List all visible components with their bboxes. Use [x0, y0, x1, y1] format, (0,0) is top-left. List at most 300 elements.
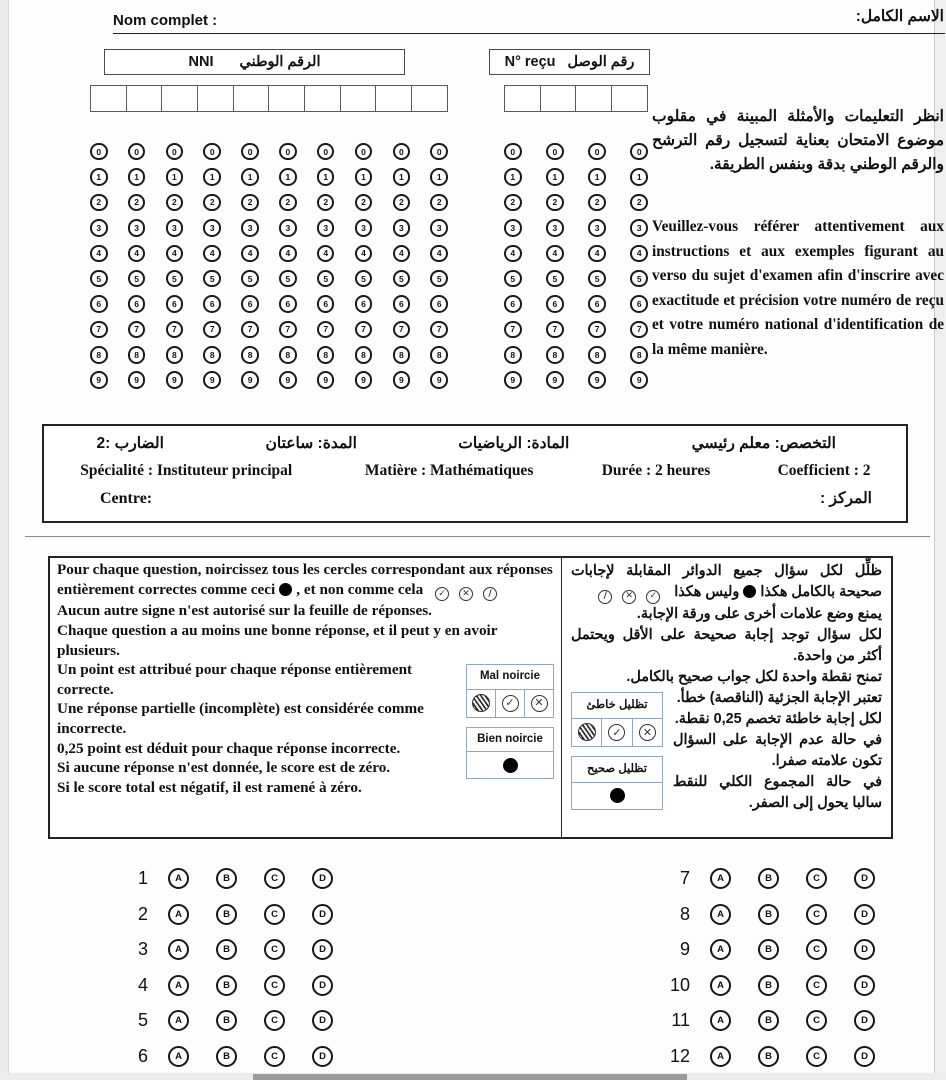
digit-row-3 — [90, 215, 448, 240]
digit-bubble-9[interactable]: 9 — [166, 371, 184, 389]
digit-row-7 — [504, 317, 648, 342]
answer-bubble-A[interactable]: A — [710, 975, 731, 996]
digit-bubble-8[interactable]: 8 — [546, 346, 564, 364]
digit-bubble-2[interactable]: 2 — [128, 194, 146, 212]
digit-bubble-1[interactable]: 1 — [393, 168, 411, 186]
answer-bubble-A[interactable]: A — [168, 939, 189, 960]
question-number: 6 — [137, 1045, 148, 1066]
digit-bubble-0[interactable]: 0 — [355, 143, 373, 161]
digit-bubble-9[interactable]: 9 — [128, 371, 146, 389]
x-circle-icon: ✕ — [622, 590, 636, 604]
side-note-fr: Veuillez-vous référer attentivement aux instructions et aux exemples figurant au verso du sujet d'examen afin d'inscrire avec exactitude et précision votre numéro de reçu et votre numéro national d'identification de la même manière. — [652, 218, 944, 358]
digit-bubble-2[interactable]: 2 — [588, 194, 606, 212]
answer-bubble-C[interactable]: C — [264, 975, 285, 996]
digit-row-8 — [504, 342, 648, 367]
digit-bubble-4[interactable]: 4 — [241, 245, 259, 263]
ar-intro-text-2: وليس هكذا — [674, 584, 740, 600]
digit-bubble-0[interactable]: 0 — [588, 143, 606, 161]
answer-bubble-A[interactable]: A — [710, 1046, 731, 1067]
digit-bubble-2[interactable]: 2 — [504, 194, 522, 212]
wrong-shading-label: تظليل خاطئ — [572, 693, 662, 719]
digit-row-6 — [504, 291, 648, 316]
digit-bubble-8[interactable]: 8 — [203, 346, 221, 364]
nni-label-latin: NNI — [188, 54, 214, 70]
ar-intro-text-1: ظلِّل لكل سؤال جميع الدوائر المقابلة لإجابات صحيحة بالكامل هكذا — [571, 563, 882, 600]
info-row-french — [44, 462, 906, 480]
digit-bubble-4[interactable]: 4 — [128, 245, 146, 263]
question-number: 5 — [137, 1010, 148, 1031]
scan-edge-bottom-dark — [253, 1074, 687, 1080]
digit-bubble-2[interactable]: 2 — [166, 194, 184, 212]
answer-bubble-A[interactable]: A — [168, 1046, 189, 1067]
digit-bubble-3[interactable]: 3 — [393, 219, 411, 237]
fr-line: Aucun autre signe n'est autorisé sur la feuille de réponses. — [57, 602, 432, 620]
digit-bubble-7[interactable]: 7 — [504, 321, 522, 339]
question-row-6 — [118, 1039, 360, 1075]
digit-bubble-6[interactable]: 6 — [430, 295, 448, 313]
full-name-label-ar: الاسم الكامل: — [855, 8, 944, 25]
digit-bubble-4[interactable]: 4 — [355, 245, 373, 263]
question-row-9 — [648, 932, 902, 968]
bien-noircie-box — [466, 727, 554, 780]
digit-bubble-5[interactable]: 5 — [430, 270, 448, 288]
digit-bubble-0[interactable]: 0 — [279, 143, 297, 161]
digit-bubble-3[interactable]: 3 — [504, 219, 522, 237]
digit-bubble-5[interactable]: 5 — [279, 270, 297, 288]
question-number: 4 — [137, 974, 148, 995]
speciality-fr: Spécialité : Instituteur principal — [80, 462, 293, 479]
digit-bubble-8[interactable]: 8 — [588, 346, 606, 364]
hatched-circle-icon — [467, 690, 496, 717]
digit-bubble-0[interactable]: 0 — [128, 143, 146, 161]
x-circle-icon: ✕ — [525, 690, 553, 717]
digit-write-box[interactable] — [161, 85, 198, 112]
digit-bubble-2[interactable]: 2 — [90, 194, 108, 212]
answer-bubble-B[interactable]: B — [758, 1010, 779, 1031]
digit-bubble-6[interactable]: 6 — [166, 295, 184, 313]
digit-bubble-4[interactable]: 4 — [317, 245, 335, 263]
fr-intro-text-1: Pour chaque question, noircissez tous les cercles correspondant aux réponses entièrement correctes comme ceci — [57, 561, 553, 598]
digit-bubble-3[interactable]: 3 — [588, 219, 606, 237]
correct-shading-label: تظليل صحيح — [572, 757, 662, 783]
question-number: 8 — [679, 903, 690, 924]
digit-bubble-1[interactable]: 1 — [317, 168, 335, 186]
question-number: 1 — [137, 868, 148, 889]
digit-bubble-5[interactable]: 5 — [90, 270, 108, 288]
answer-bubble-B[interactable]: B — [758, 1046, 779, 1067]
digit-row-1 — [504, 164, 648, 189]
digit-bubble-6[interactable]: 6 — [317, 295, 335, 313]
question-number: 9 — [679, 939, 690, 960]
digit-bubble-3[interactable]: 3 — [90, 219, 108, 237]
digit-write-box[interactable] — [340, 85, 377, 112]
digit-bubble-6[interactable]: 6 — [393, 295, 411, 313]
digit-bubble-1[interactable]: 1 — [166, 168, 184, 186]
digit-bubble-7[interactable]: 7 — [279, 321, 297, 339]
digit-bubble-1[interactable]: 1 — [241, 168, 259, 186]
answer-bubble-B[interactable]: B — [216, 939, 237, 960]
digit-bubble-5[interactable]: 5 — [393, 270, 411, 288]
digit-bubble-1[interactable]: 1 — [279, 168, 297, 186]
bien-noircie-label: Bien noircie — [467, 728, 553, 753]
hatched-circle-icon — [572, 719, 602, 746]
answer-bubble-D[interactable]: D — [312, 975, 333, 996]
answer-bubble-C[interactable]: C — [264, 904, 285, 925]
receipt-title-box — [489, 49, 650, 75]
digit-bubble-7[interactable]: 7 — [393, 321, 411, 339]
digit-row-2 — [504, 190, 648, 215]
scan-edge-left — [0, 0, 9, 1080]
digit-bubble-1[interactable]: 1 — [355, 168, 373, 186]
digit-bubble-7[interactable]: 7 — [241, 321, 259, 339]
answer-bubble-C[interactable]: C — [264, 1010, 285, 1031]
digit-row-1 — [90, 164, 448, 189]
digit-bubble-0[interactable]: 0 — [504, 143, 522, 161]
instructions-french — [50, 558, 562, 837]
digit-row-7 — [90, 317, 448, 342]
instructions-arabic — [562, 558, 891, 837]
receipt-label-ar: رقم الوصل — [567, 54, 635, 70]
digit-bubble-9[interactable]: 9 — [317, 371, 335, 389]
digit-bubble-8[interactable]: 8 — [393, 346, 411, 364]
digit-bubble-4[interactable]: 4 — [203, 245, 221, 263]
digit-bubble-2[interactable]: 2 — [317, 194, 335, 212]
digit-bubble-3[interactable]: 3 — [630, 219, 648, 237]
fr-line: 0,25 point est déduit pour chaque réponse incorrecte. — [57, 739, 401, 757]
answer-bubble-C[interactable]: C — [806, 1010, 827, 1031]
answer-bubble-A[interactable]: A — [710, 868, 731, 889]
ar-line: لكل إجابة خاطئة تخصم 0,25 نقطة. — [674, 710, 882, 727]
digit-bubble-7[interactable]: 7 — [203, 321, 221, 339]
ar-line: في حالة عدم الإجابة على السؤال تكون علامته صفرا. — [673, 731, 882, 769]
answer-bubble-A[interactable]: A — [710, 939, 731, 960]
digit-bubble-2[interactable]: 2 — [430, 194, 448, 212]
digit-bubble-9[interactable]: 9 — [203, 371, 221, 389]
digit-bubble-2[interactable]: 2 — [546, 194, 564, 212]
digit-row-3 — [504, 215, 648, 240]
check-circle-icon: ✓ — [435, 587, 449, 601]
ar-intro — [571, 561, 882, 604]
digit-bubble-1[interactable]: 1 — [90, 168, 108, 186]
answer-bubble-C[interactable]: C — [264, 939, 285, 960]
digit-row-5 — [90, 266, 448, 291]
digit-bubble-9[interactable]: 9 — [355, 371, 373, 389]
answer-bubble-D[interactable]: D — [312, 868, 333, 889]
answer-bubble-A[interactable]: A — [710, 904, 731, 925]
question-row-8 — [648, 897, 902, 933]
digit-bubble-7[interactable]: 7 — [166, 321, 184, 339]
filled-circle-icon — [743, 585, 756, 598]
digit-bubble-0[interactable]: 0 — [430, 143, 448, 161]
question-row-1 — [118, 861, 360, 897]
digit-bubble-5[interactable]: 5 — [355, 270, 373, 288]
digit-bubble-9[interactable]: 9 — [279, 371, 297, 389]
x-circle-icon: ✕ — [459, 587, 473, 601]
instructions-box — [48, 556, 893, 839]
digit-bubble-9[interactable]: 9 — [546, 371, 564, 389]
digit-bubble-6[interactable]: 6 — [241, 295, 259, 313]
nni-label-ar: الرقم الوطني — [239, 54, 321, 70]
digit-bubble-2[interactable]: 2 — [279, 194, 297, 212]
digit-bubble-7[interactable]: 7 — [546, 321, 564, 339]
ar-line: تمنح نقطة واحدة لكل جواب صحيح بالكامل. — [626, 668, 882, 685]
digit-bubble-4[interactable]: 4 — [90, 245, 108, 263]
digit-bubble-4[interactable]: 4 — [588, 245, 606, 263]
digit-bubble-3[interactable]: 3 — [355, 219, 373, 237]
digit-bubble-9[interactable]: 9 — [90, 371, 108, 389]
digit-bubble-2[interactable]: 2 — [241, 194, 259, 212]
digit-write-box[interactable] — [90, 85, 127, 112]
digit-bubble-1[interactable]: 1 — [430, 168, 448, 186]
digit-bubble-1[interactable]: 1 — [203, 168, 221, 186]
digit-bubble-3[interactable]: 3 — [203, 219, 221, 237]
mal-noircie-box — [466, 664, 554, 718]
digit-bubble-2[interactable]: 2 — [630, 194, 648, 212]
exam-info-table — [42, 424, 908, 523]
answers-right-block — [648, 861, 902, 1074]
digit-bubble-0[interactable]: 0 — [166, 143, 184, 161]
digit-bubble-1[interactable]: 1 — [588, 168, 606, 186]
digit-bubble-6[interactable]: 6 — [630, 295, 648, 313]
answer-bubble-C[interactable]: C — [806, 868, 827, 889]
filled-circle-icon — [467, 752, 553, 778]
digit-bubble-1[interactable]: 1 — [630, 168, 648, 186]
digit-bubble-2[interactable]: 2 — [393, 194, 411, 212]
digit-bubble-6[interactable]: 6 — [504, 295, 522, 313]
answer-bubble-D[interactable]: D — [854, 939, 875, 960]
digit-write-box[interactable] — [233, 85, 270, 112]
digit-write-box[interactable] — [304, 85, 341, 112]
answer-bubble-D[interactable]: D — [312, 1046, 333, 1067]
digit-bubble-7[interactable]: 7 — [588, 321, 606, 339]
answer-bubble-C[interactable]: C — [806, 1046, 827, 1067]
digit-bubble-7[interactable]: 7 — [128, 321, 146, 339]
answer-bubble-A[interactable]: A — [710, 1010, 731, 1031]
digit-bubble-5[interactable]: 5 — [317, 270, 335, 288]
wrong-shading-box — [571, 692, 663, 747]
shading-examples-fr — [466, 664, 554, 788]
question-row-5 — [118, 1003, 360, 1039]
coefficient-ar: الضارب :2 — [96, 435, 164, 452]
digit-bubble-7[interactable]: 7 — [355, 321, 373, 339]
nni-title-box — [104, 49, 405, 75]
answer-bubble-D[interactable]: D — [854, 868, 875, 889]
digit-bubble-9[interactable]: 9 — [393, 371, 411, 389]
digit-bubble-8[interactable]: 8 — [355, 346, 373, 364]
digit-bubble-5[interactable]: 5 — [504, 270, 522, 288]
digit-bubble-5[interactable]: 5 — [128, 270, 146, 288]
answer-bubble-C[interactable]: C — [264, 868, 285, 889]
fr-line: Chaque question a au moins une bonne réponse, et il peut y en avoir plusieurs. — [57, 621, 498, 659]
answer-bubble-D[interactable]: D — [312, 939, 333, 960]
digit-bubble-9[interactable]: 9 — [241, 371, 259, 389]
digit-bubble-8[interactable]: 8 — [317, 346, 335, 364]
answer-bubble-C[interactable]: C — [806, 939, 827, 960]
digit-bubble-8[interactable]: 8 — [90, 346, 108, 364]
digit-bubble-4[interactable]: 4 — [166, 245, 184, 263]
digit-bubble-3[interactable]: 3 — [128, 219, 146, 237]
digit-bubble-1[interactable]: 1 — [128, 168, 146, 186]
digit-bubble-0[interactable]: 0 — [90, 143, 108, 161]
digit-bubble-7[interactable]: 7 — [430, 321, 448, 339]
digit-bubble-6[interactable]: 6 — [588, 295, 606, 313]
digit-write-box[interactable] — [575, 85, 612, 112]
digit-bubble-7[interactable]: 7 — [630, 321, 648, 339]
digit-row-4 — [90, 241, 448, 266]
mal-noircie-label: Mal noircie — [467, 665, 553, 690]
digit-bubble-0[interactable]: 0 — [546, 143, 564, 161]
digit-bubble-8[interactable]: 8 — [430, 346, 448, 364]
answer-bubble-B[interactable]: B — [216, 904, 237, 925]
fr-line: Si le score total est négatif, il est ramené à zéro. — [57, 778, 362, 796]
question-row-3 — [118, 932, 360, 968]
digit-row-5 — [504, 266, 648, 291]
duration-ar: المدة: ساعتان — [265, 435, 357, 452]
answer-bubble-B[interactable]: B — [758, 939, 779, 960]
digit-bubble-5[interactable]: 5 — [203, 270, 221, 288]
digit-bubble-4[interactable]: 4 — [630, 245, 648, 263]
digit-bubble-2[interactable]: 2 — [355, 194, 373, 212]
answer-bubble-D[interactable]: D — [854, 904, 875, 925]
answer-bubble-C[interactable]: C — [264, 1046, 285, 1067]
nni-bubble-grid — [90, 139, 448, 393]
fr-intro-text-2: , et non comme cela — [296, 580, 424, 598]
digit-bubble-8[interactable]: 8 — [630, 346, 648, 364]
digit-bubble-1[interactable]: 1 — [546, 168, 564, 186]
answer-bubble-D[interactable]: D — [854, 1046, 875, 1067]
answer-bubble-B[interactable]: B — [216, 868, 237, 889]
answers-left-block — [118, 861, 360, 1074]
digit-bubble-6[interactable]: 6 — [128, 295, 146, 313]
digit-bubble-9[interactable]: 9 — [588, 371, 606, 389]
question-row-7 — [648, 861, 902, 897]
digit-bubble-4[interactable]: 4 — [546, 245, 564, 263]
digit-write-box[interactable] — [126, 85, 163, 112]
question-number: 12 — [669, 1045, 690, 1066]
digit-bubble-9[interactable]: 9 — [430, 371, 448, 389]
digit-bubble-0[interactable]: 0 — [317, 143, 335, 161]
digit-bubble-0[interactable]: 0 — [241, 143, 259, 161]
digit-bubble-6[interactable]: 6 — [546, 295, 564, 313]
digit-bubble-1[interactable]: 1 — [504, 168, 522, 186]
fr-line: Une réponse partielle (incomplète) est considérée comme incorrecte. — [57, 700, 424, 737]
answer-bubble-C[interactable]: C — [806, 975, 827, 996]
answer-bubble-B[interactable]: B — [758, 868, 779, 889]
answer-bubble-C[interactable]: C — [806, 904, 827, 925]
digit-bubble-3[interactable]: 3 — [317, 219, 335, 237]
digit-write-box[interactable] — [197, 85, 234, 112]
ar-line: لكل سؤال توجد إجابة صحيحة على الأقل ويحتمل أكثر من واحدة. — [571, 626, 882, 664]
check-circle-icon: ✓ — [602, 719, 632, 746]
digit-bubble-5[interactable]: 5 — [241, 270, 259, 288]
digit-write-box[interactable] — [411, 85, 448, 112]
digit-bubble-3[interactable]: 3 — [279, 219, 297, 237]
digit-bubble-3[interactable]: 3 — [430, 219, 448, 237]
digit-bubble-5[interactable]: 5 — [630, 270, 648, 288]
answer-bubble-B[interactable]: B — [216, 975, 237, 996]
digit-bubble-3[interactable]: 3 — [241, 219, 259, 237]
digit-row-4 — [504, 241, 648, 266]
answer-bubble-A[interactable]: A — [168, 1010, 189, 1031]
digit-bubble-6[interactable]: 6 — [279, 295, 297, 313]
check-circle-icon: ✓ — [646, 590, 660, 604]
digit-bubble-2[interactable]: 2 — [203, 194, 221, 212]
digit-bubble-6[interactable]: 6 — [355, 295, 373, 313]
answer-bubble-A[interactable]: A — [168, 868, 189, 889]
digit-write-box[interactable] — [540, 85, 577, 112]
digit-bubble-0[interactable]: 0 — [630, 143, 648, 161]
digit-bubble-5[interactable]: 5 — [166, 270, 184, 288]
fr-line: Si aucune réponse n'est donnée, le score est de zéro. — [57, 759, 391, 777]
digit-bubble-7[interactable]: 7 — [90, 321, 108, 339]
answer-bubble-B[interactable]: B — [216, 1010, 237, 1031]
answer-bubble-D[interactable]: D — [854, 1010, 875, 1031]
digit-bubble-4[interactable]: 4 — [279, 245, 297, 263]
fr-line: Un point est attribué pour chaque réponse entièrement correcte. — [57, 661, 413, 698]
digit-bubble-8[interactable]: 8 — [166, 346, 184, 364]
answer-bubble-D[interactable]: D — [854, 975, 875, 996]
receipt-digit-boxes — [504, 85, 648, 112]
ar-line: في حالة المجموع الكلي للنقط سالبا يحول إلى الصفر. — [673, 773, 882, 811]
info-row-arabic — [44, 434, 906, 453]
digit-bubble-4[interactable]: 4 — [504, 245, 522, 263]
digit-bubble-4[interactable]: 4 — [430, 245, 448, 263]
answer-bubble-B[interactable]: B — [758, 975, 779, 996]
digit-bubble-9[interactable]: 9 — [630, 371, 648, 389]
digit-bubble-3[interactable]: 3 — [546, 219, 564, 237]
full-name-field-line[interactable] — [113, 33, 945, 34]
digit-bubble-6[interactable]: 6 — [90, 295, 108, 313]
digit-row-6 — [90, 291, 448, 316]
question-number: 7 — [679, 868, 690, 889]
digit-bubble-8[interactable]: 8 — [241, 346, 259, 364]
digit-bubble-4[interactable]: 4 — [393, 245, 411, 263]
digit-write-box[interactable] — [611, 85, 648, 112]
subject-fr: Matière : Mathématiques — [364, 462, 534, 479]
digit-bubble-8[interactable]: 8 — [128, 346, 146, 364]
digit-write-box[interactable] — [375, 85, 412, 112]
answer-bubble-A[interactable]: A — [168, 904, 189, 925]
digit-write-box[interactable] — [504, 85, 541, 112]
digit-write-box[interactable] — [268, 85, 305, 112]
duration-fr: Durée : 2 heures — [601, 462, 711, 479]
answer-bubble-D[interactable]: D — [312, 904, 333, 925]
digit-bubble-0[interactable]: 0 — [393, 143, 411, 161]
digit-bubble-9[interactable]: 9 — [504, 371, 522, 389]
digit-bubble-8[interactable]: 8 — [504, 346, 522, 364]
digit-bubble-3[interactable]: 3 — [166, 219, 184, 237]
digit-row-9 — [504, 368, 648, 393]
answer-bubble-D[interactable]: D — [312, 1010, 333, 1031]
answer-bubble-B[interactable]: B — [216, 1046, 237, 1067]
digit-bubble-5[interactable]: 5 — [546, 270, 564, 288]
digit-bubble-6[interactable]: 6 — [203, 295, 221, 313]
answer-bubble-B[interactable]: B — [758, 904, 779, 925]
full-name-label-fr: Nom complet : — [113, 12, 218, 29]
ar-line: تعتبر الإجابة الجزئية (الناقصة) خطأ. — [676, 689, 882, 706]
subject-ar: المادة: الرياضيات — [458, 435, 570, 452]
x-circle-icon: ✕ — [633, 719, 662, 746]
digit-bubble-7[interactable]: 7 — [317, 321, 335, 339]
digit-bubble-0[interactable]: 0 — [203, 143, 221, 161]
slash-circle-icon: ∕ — [483, 587, 497, 601]
digit-bubble-5[interactable]: 5 — [588, 270, 606, 288]
speciality-ar: التخصص: معلم رئيسي — [691, 435, 836, 452]
section-separator-line — [25, 536, 930, 537]
digit-bubble-8[interactable]: 8 — [279, 346, 297, 364]
answer-bubble-A[interactable]: A — [168, 975, 189, 996]
nni-digit-boxes — [90, 85, 448, 112]
